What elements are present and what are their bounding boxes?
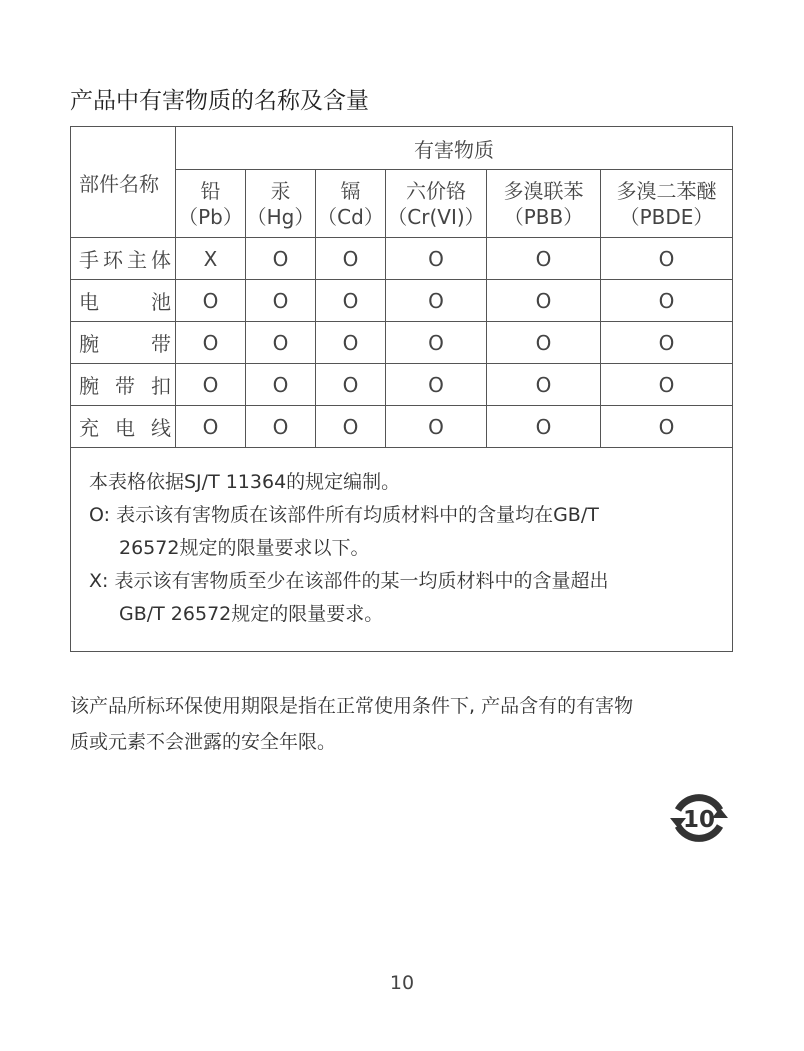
substance-value-cell: O	[601, 280, 733, 322]
substance-value-cell: O	[316, 322, 386, 364]
substance-header: 六价铬 （Cr(VI)）	[386, 170, 487, 238]
substance-value-cell: O	[487, 364, 601, 406]
environmental-use-period-statement: 该产品所标环保使用期限是指在正常使用条件下, 产品含有的有害物 质或元素不会泄露的安全年限。	[70, 695, 634, 753]
substance-header: 铅 （Pb）	[176, 170, 246, 238]
note-o-legend: O: 表示该有害物质在该部件所有均质材料中的含量均在GB/T 26572规定的限量要求以下。	[89, 504, 599, 559]
substance-value-cell: O	[386, 238, 487, 280]
substance-value-cell: O	[246, 238, 316, 280]
substance-value-cell: O	[316, 364, 386, 406]
part-name-cell: 电 池	[71, 280, 176, 322]
part-name-cell: 充 电 线	[71, 406, 176, 448]
substance-value-cell: O	[487, 238, 601, 280]
substance-value-cell: O	[386, 406, 487, 448]
substance-value-cell: O	[601, 238, 733, 280]
part-name-cell: 腕 带	[71, 322, 176, 364]
substance-value-cell: O	[246, 322, 316, 364]
table-notes	[71, 448, 733, 652]
note-basis: 本表格依据SJ/T 11364的规定编制。	[89, 471, 401, 493]
substance-value-cell: O	[487, 280, 601, 322]
substance-value-cell: O	[316, 406, 386, 448]
substance-value-cell: O	[246, 280, 316, 322]
substance-value-cell: O	[316, 238, 386, 280]
note-x-legend: X: 表示该有害物质至少在该部件的某一均质材料中的含量超出 GB/T 26572规定的限量要求。	[89, 570, 609, 625]
table-row	[71, 280, 733, 322]
substance-value-cell: O	[386, 364, 487, 406]
substance-value-cell: O	[386, 322, 487, 364]
page-title: 产品中有害物质的名称及含量	[70, 88, 369, 114]
hazardous-substances-table	[70, 126, 733, 652]
substance-value-cell: O	[487, 322, 601, 364]
substance-value-cell: X	[176, 238, 246, 280]
epup-years: 10	[682, 807, 716, 833]
substance-header: 多溴联苯 （PBB）	[487, 170, 601, 238]
substance-header: 汞 （Hg）	[246, 170, 316, 238]
table-row	[71, 406, 733, 448]
substance-header: 多溴二苯醚 （PBDE）	[601, 170, 733, 238]
substance-value-cell: O	[246, 406, 316, 448]
substance-value-cell: O	[601, 322, 733, 364]
substance-value-cell: O	[601, 406, 733, 448]
environment-protection-use-period-icon	[666, 788, 732, 848]
table-row	[71, 322, 733, 364]
page-number: 10	[389, 972, 415, 994]
substance-value-cell: O	[246, 364, 316, 406]
substance-group-header: 有害物质	[176, 127, 733, 170]
substance-value-cell: O	[176, 364, 246, 406]
table-row	[71, 238, 733, 280]
substance-value-cell: O	[386, 280, 487, 322]
substance-value-cell: O	[176, 280, 246, 322]
substance-value-cell: O	[176, 322, 246, 364]
substance-value-cell: O	[601, 364, 733, 406]
part-name-header: 部件名称	[71, 127, 176, 238]
substance-header: 镉 （Cd）	[316, 170, 386, 238]
substance-value-cell: O	[316, 280, 386, 322]
part-name-cell: 腕 带 扣	[71, 364, 176, 406]
substance-value-cell: O	[176, 406, 246, 448]
table-row	[71, 364, 733, 406]
substance-value-cell: O	[487, 406, 601, 448]
part-name-cell: 手 环 主 体	[71, 238, 176, 280]
